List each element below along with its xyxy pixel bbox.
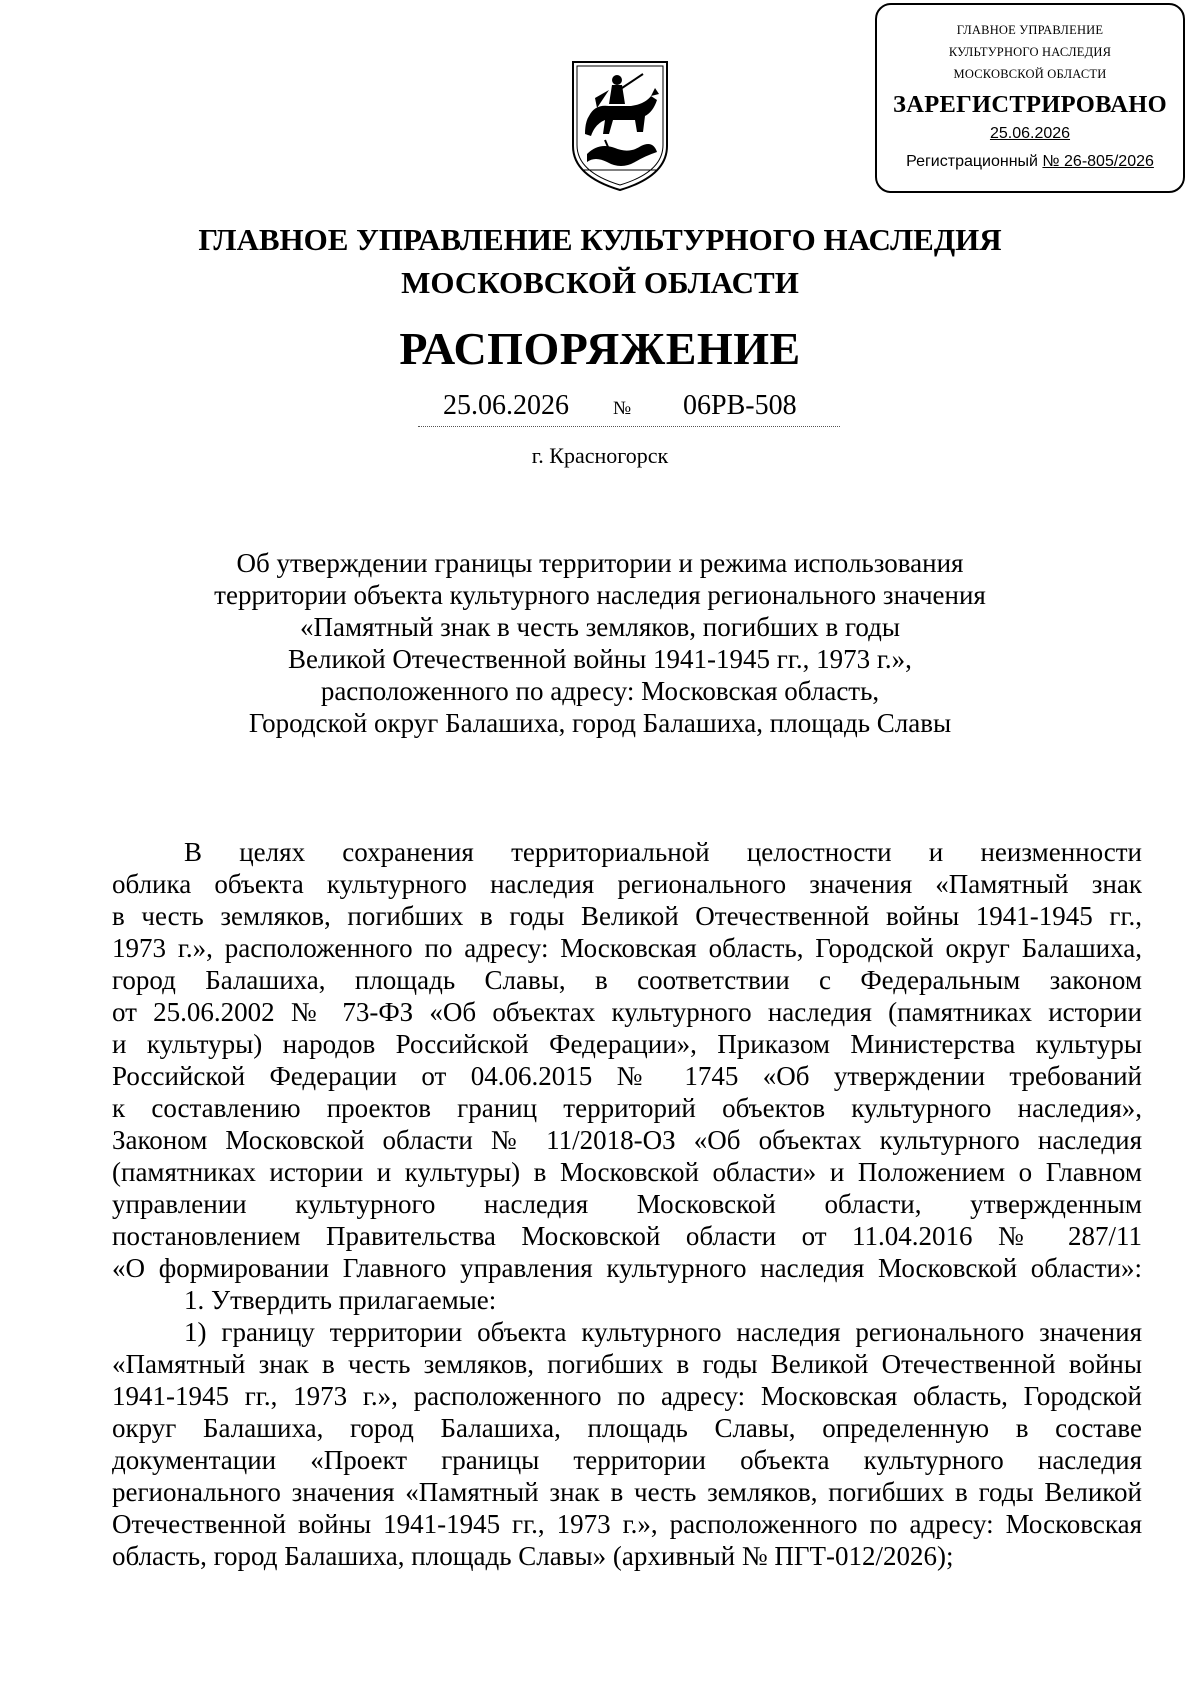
subject-line: расположенного по адресу: Московская область, <box>320 676 880 706</box>
organization-line: ГЛАВНОЕ УПРАВЛЕНИЕ КУЛЬТУРНОГО НАСЛЕДИЯ <box>198 222 1002 257</box>
subject-line: Об утверждении границы территории и режима использования <box>236 548 964 578</box>
body-line: 1) границу территории объекта культурного наследия регионального значения <box>184 1317 1142 1347</box>
stamp-date: 25.06.2026 <box>989 125 1071 142</box>
body-line: В целях сохранения территориальной целостности и неизменности <box>184 837 1142 867</box>
stamp-org-line: КУЛЬТУРНОГО НАСЛЕДИЯ <box>948 45 1112 59</box>
preamble-paragraph <box>112 836 1142 1284</box>
body-line: облика объекта культурного наследия регионального значения «Памятный знак <box>112 869 1142 899</box>
body-line: Российской Федерации от 04.06.2015 № 1745 «Об утверждении требований <box>112 1061 1142 1091</box>
stamp-org-line: МОСКОВСКОЙ ОБЛАСТИ <box>953 67 1107 81</box>
body-line: и культуры) народов Российской Федерации», Приказом Министерства культуры <box>112 1029 1142 1059</box>
organization-name <box>0 218 1200 304</box>
subject-line: Великой Отечественной войны 1941-1945 гг., 1973 г.», <box>288 644 912 674</box>
document-type: РАСПОРЯЖЕНИЕ <box>399 323 801 374</box>
document-date: 25.06.2026 <box>443 390 569 421</box>
body-line: документации «Проект границы территории объекта культурного наследия <box>112 1445 1142 1475</box>
body-line: постановлением Правительства Московской области от 11.04.2016 № 287/11 <box>112 1221 1142 1251</box>
moscow-oblast-coat-of-arms-icon <box>565 58 675 193</box>
document-requisites <box>418 390 840 427</box>
body-line: «О формировании Главного управления культурного наследия Московской области»: <box>112 1253 1142 1283</box>
body-line: 1941-1945 гг., 1973 г.», расположенного по адресу: Московская область, Городской <box>112 1381 1142 1411</box>
body-line: регионального значения «Памятный знак в честь земляков, погибших в годы Великой <box>112 1477 1142 1507</box>
body-line: (памятниках истории и культуры) в Московской области» и Положением о Главном <box>112 1157 1142 1187</box>
item-1: 1. Утвердить прилагаемые: <box>184 1285 497 1315</box>
subject-line: «Памятный знак в честь земляков, погибших в годы <box>300 612 900 642</box>
stamp-reg-number: № 26-805/2026 <box>1042 153 1154 170</box>
body-line: в честь земляков, погибших в годы Великой Отечественной войны 1941-1945 гг., <box>112 901 1142 931</box>
document-number: 06РВ-508 <box>683 390 797 421</box>
registration-stamp <box>875 3 1185 193</box>
body-line: Законом Московской области № 11/2018-ОЗ «Об объектах культурного наследия <box>112 1125 1142 1155</box>
body-line: от 25.06.2002 № 73-ФЗ «Об объектах культурного наследия (памятниках истории <box>112 997 1142 1027</box>
subject-line: территории объекта культурного наследия регионального значения <box>214 580 986 610</box>
organization-line: МОСКОВСКОЙ ОБЛАСТИ <box>401 265 799 300</box>
document-body <box>112 836 1142 1572</box>
stamp-organization <box>877 19 1183 85</box>
body-line: город Балашиха, площадь Славы, в соответствии с Федеральным законом <box>112 965 1142 995</box>
body-line: округ Балашиха, город Балашиха, площадь Славы, определенную в составе <box>112 1413 1142 1443</box>
stamp-registration <box>877 153 1183 171</box>
stamp-reg-label: Регистрационный <box>906 153 1038 170</box>
body-line: «Памятный знак в честь земляков, погибших в годы Великой Отечественной войны <box>112 1349 1142 1379</box>
body-line: управлении культурного наследия Московской области, утвержденным <box>112 1189 1142 1219</box>
document-city: г. Красногорск <box>531 443 669 468</box>
subject-line: Городской округ Балашиха, город Балашиха, площадь Славы <box>248 708 952 738</box>
body-line: область, город Балашиха, площадь Славы» (архивный № ПГТ-012/2026); <box>112 1541 954 1571</box>
body-line: к составлению проектов границ территорий объектов культурного наследия», <box>112 1093 1142 1123</box>
document-subject <box>150 547 1050 739</box>
body-line: Отечественной войны 1941-1945 гг., 1973 г.», расположенного по адресу: Московская <box>112 1509 1142 1539</box>
number-sign: № <box>613 398 632 419</box>
stamp-title: ЗАРЕГИСТРИРОВАНО <box>893 91 1167 118</box>
coat-of-arms <box>565 58 675 193</box>
body-line: 1973 г.», расположенного по адресу: Московская область, Городской округ Балашиха, <box>112 933 1142 963</box>
item-1-1-paragraph <box>112 1316 1142 1572</box>
stamp-org-line: ГЛАВНОЕ УПРАВЛЕНИЕ <box>956 23 1104 37</box>
